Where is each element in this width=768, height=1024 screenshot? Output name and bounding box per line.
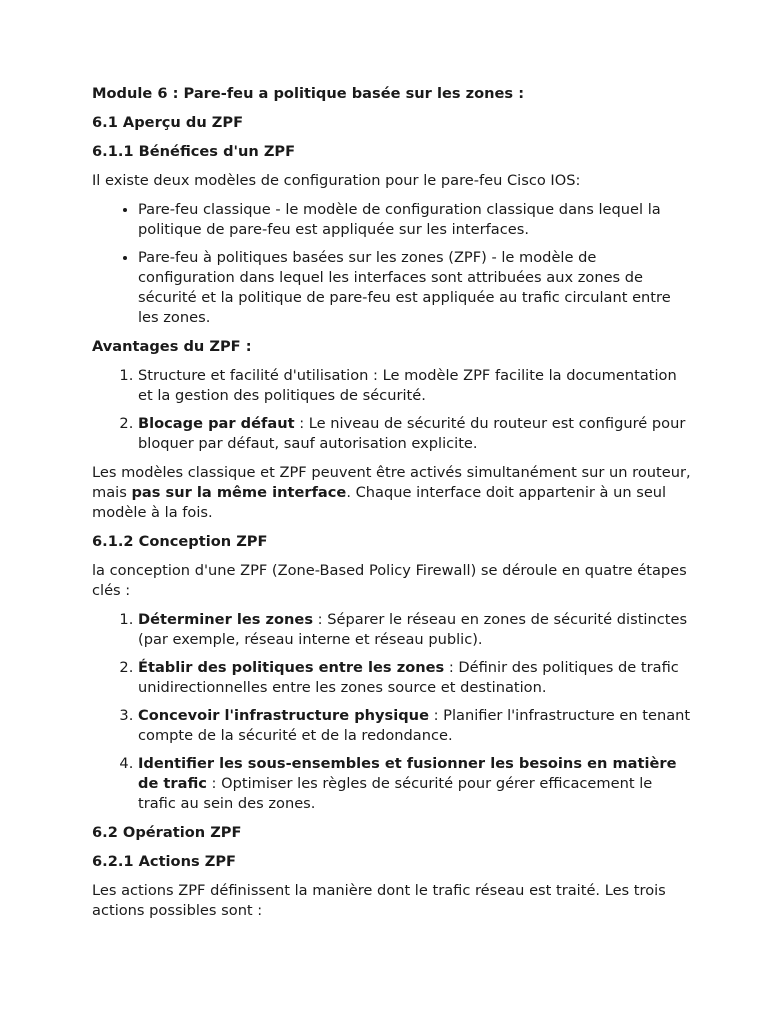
item-bold: Blocage par défaut bbox=[138, 415, 295, 432]
list-item bbox=[138, 754, 692, 814]
section-6-1-heading: 6.1 Aperçu du ZPF bbox=[92, 114, 244, 131]
list-item: • Pare-feu à politiques basées sur les zones (ZPF) - le modèle de configuration dans lequel les interfaces sont attribuées aux zones de sécurité et la politique de pare-feu est appliquée au trafic circulant entre les zones. bbox=[138, 248, 692, 328]
module-title: Module 6 : Pare-feu a politique basée sur les zones : bbox=[92, 85, 525, 102]
list-item: • Pare-feu classique - le modèle de configuration classique dans lequel la politique de pare-feu est appliquée sur les interfaces. bbox=[138, 200, 692, 240]
section-6-1-1-heading: 6.1.1 Bénéfices d'un ZPF bbox=[92, 143, 296, 160]
conception-steps-list bbox=[92, 610, 692, 814]
paragraph-text: Les modèles classique et ZPF peuvent être activés simultanément sur un routeur, mais bbox=[92, 464, 691, 501]
advantages-heading: Avantages du ZPF : bbox=[92, 338, 252, 355]
list-item bbox=[138, 658, 692, 698]
section-6-2-heading: 6.2 Opération ZPF bbox=[92, 824, 242, 841]
item-text: : Planifier l'infrastructure en tenant compte de la sécurité et de la redondance. bbox=[138, 707, 691, 744]
paragraph-bold: pas sur la même interface bbox=[131, 484, 347, 501]
item-text: : Définir des politiques de trafic unidirectionnelles entre les zones source et destination. bbox=[138, 659, 679, 696]
list-item bbox=[138, 610, 692, 650]
item-text: : Séparer le réseau en zones de sécurité distinctes (par exemple, réseau interne et réseau public). bbox=[138, 611, 688, 648]
item-text: : Le niveau de sécurité du routeur est configuré pour bloquer par défaut, sauf autorisation explicite. bbox=[138, 415, 686, 452]
actions-intro: Les actions ZPF définissent la manière dont le trafic réseau est traité. Les trois actions possibles sont : bbox=[92, 882, 666, 919]
paragraph-text: . Chaque interface doit appartenir à un seul modèle à la fois. bbox=[92, 484, 667, 521]
section-6-1-2-heading: 6.1.2 Conception ZPF bbox=[92, 533, 268, 550]
item-bold: Déterminer les zones bbox=[138, 611, 314, 628]
item-bold: Concevoir l'infrastructure physique bbox=[138, 707, 429, 724]
item-text: Structure et facilité d'utilisation : Le modèle ZPF facilite la documentation et la gestion des politiques de sécurité. bbox=[138, 367, 677, 404]
document-page bbox=[92, 84, 692, 930]
list-item bbox=[138, 706, 692, 746]
list-item bbox=[138, 414, 692, 454]
item-bold: Identifier les sous-ensembles et fusionner les besoins en matière de trafic bbox=[138, 755, 677, 792]
section-6-2-1-heading: 6.2.1 Actions ZPF bbox=[92, 853, 236, 870]
intro-paragraph: Il existe deux modèles de configuration pour le pare-feu Cisco IOS: bbox=[92, 172, 581, 189]
models-paragraph bbox=[92, 463, 692, 523]
item-bold: Établir des politiques entre les zones bbox=[138, 659, 445, 676]
item-text: : Optimiser les règles de sécurité pour gérer efficacement le trafic au sein des zones. bbox=[138, 775, 653, 812]
list-item bbox=[138, 366, 692, 406]
advantages-list bbox=[92, 366, 692, 454]
firewall-models-list bbox=[92, 200, 692, 328]
conception-intro: la conception d'une ZPF (Zone-Based Policy Firewall) se déroule en quatre étapes clés : bbox=[92, 562, 687, 599]
